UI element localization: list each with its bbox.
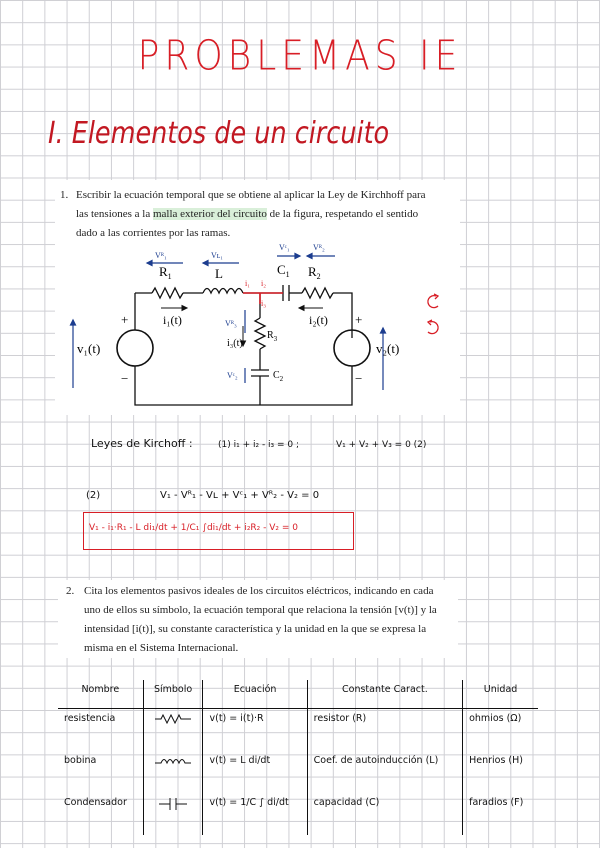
question-2-line-1: Cita los elementos pasivos ideales de los circuitos eléctricos, indicando en cada bbox=[84, 585, 434, 597]
loop-direction-marks bbox=[424, 292, 444, 340]
boxed-equation: V₁ - i₁·R₁ - L di₁/dt + 1/C₁ ∫di₁/dt + i₂R₂ - V₂ = 0 bbox=[89, 523, 299, 533]
question-2-line-2: uno de ellos su símbolo, la ecuación temporal que relaciona la tensión [v(t)] y la bbox=[84, 604, 437, 616]
header-simbolo: Símbolo bbox=[143, 680, 203, 709]
cell-equation: v(t) = i(t)·R bbox=[203, 709, 307, 752]
annot-vc1: Vᶜ₁ bbox=[279, 243, 290, 252]
cell-name: Condensador bbox=[64, 797, 127, 808]
inductor-l bbox=[203, 289, 243, 294]
resistor-symbol-icon bbox=[143, 709, 203, 752]
label-r3: $R_3$ bbox=[267, 330, 278, 343]
capacitor-c1 bbox=[283, 285, 289, 301]
resistor-r2 bbox=[302, 288, 333, 298]
equation-2-label: (2) bbox=[86, 490, 101, 501]
label-c1: $C_1$ bbox=[277, 262, 290, 279]
annot-node-i3: i₃ bbox=[261, 299, 267, 308]
cell-constant: capacidad (C) bbox=[307, 793, 462, 835]
table-row bbox=[58, 751, 538, 793]
plus-v2: + bbox=[355, 312, 363, 327]
cell-unit: ohmios (Ω) bbox=[463, 709, 538, 752]
label-i2: i₂(t) bbox=[309, 313, 328, 327]
annot-vr2: Vᴿ₂ bbox=[313, 243, 325, 252]
highlighted-phrase: malla exterior del circuito bbox=[152, 208, 267, 220]
minus-v1: − bbox=[121, 371, 129, 386]
header-unidad: Unidad bbox=[463, 680, 538, 709]
annot-vr3: Vᴿ₃ bbox=[225, 319, 237, 328]
label-r2: $R_2$ bbox=[308, 264, 321, 281]
law-voltages: V₁ + V₂ + V₃ = 0 (2) bbox=[336, 440, 427, 450]
cell-equation: v(t) = L di/dt bbox=[203, 751, 307, 793]
label-v1: v₁(t) bbox=[77, 341, 101, 356]
source-v1 bbox=[117, 330, 153, 366]
header-nombre: Nombre bbox=[58, 680, 143, 709]
question-1-number: 1. bbox=[60, 189, 69, 201]
label-r1: $R_1$ bbox=[159, 264, 172, 281]
passive-elements-table bbox=[58, 680, 538, 835]
page-title: PROBLEMAS IE bbox=[137, 32, 463, 81]
question-2-number: 2. bbox=[66, 585, 75, 597]
label-i1: i₁(t) bbox=[163, 313, 182, 327]
circuit-diagram bbox=[55, 238, 465, 410]
cell-constant: Coef. de autoinducción (L) bbox=[307, 751, 462, 793]
equation-2: V₁ - Vᴿ₁ - Vʟ + Vᶜ₁ + Vᴿ₂ - V₂ = 0 bbox=[160, 490, 320, 501]
minus-v2: − bbox=[355, 371, 363, 386]
cell-constant: resistor (R) bbox=[307, 709, 462, 752]
resistor-r1 bbox=[152, 288, 183, 298]
resistor-r3 bbox=[255, 318, 265, 349]
cell-unit: Henrios (H) bbox=[463, 751, 538, 793]
question-2-line-3: intensidad [i(t)], su constante característica y la unidad en la que se expresa la bbox=[84, 623, 427, 635]
table-header-row bbox=[58, 680, 538, 709]
law-currents: (1) i₁ + i₂ - i₃ = 0 ; bbox=[218, 440, 300, 450]
question-1-line-2: las tensiones a la malla exterior del circuito de la figura, respetando el sentido bbox=[76, 208, 419, 220]
annot-node-i2: i₂ bbox=[261, 279, 267, 288]
cell-name: resistencia bbox=[64, 713, 116, 724]
table-row bbox=[58, 709, 538, 752]
annot-node-i1: i₁ bbox=[245, 279, 251, 288]
annot-vl1: Vʟ₁ bbox=[211, 251, 224, 260]
annot-vr1: Vᴿ₁ bbox=[155, 251, 167, 260]
label-i3: i₃(t) bbox=[227, 338, 243, 349]
header-constante: Constante Caract. bbox=[307, 680, 462, 709]
cell-equation: v(t) = 1/C ∫ di/dt bbox=[203, 793, 307, 835]
cell-name: bobina bbox=[64, 755, 97, 766]
question-1-line-3: dado a las corrientes por las ramas. bbox=[76, 227, 231, 239]
question-2-text bbox=[66, 582, 474, 658]
cell-unit: faradios (F) bbox=[463, 793, 538, 835]
header-ecuacion: Ecuación bbox=[203, 680, 307, 709]
laws-label: Leyes de Kirchoff : bbox=[91, 437, 193, 450]
inductor-symbol-icon bbox=[143, 751, 203, 793]
section-heading: I. Elementos de un circuito bbox=[48, 116, 390, 151]
plus-v1: + bbox=[121, 312, 129, 327]
label-v2: v₂(t) bbox=[376, 341, 400, 356]
label-c2: $C_2$ bbox=[273, 370, 284, 383]
label-l: L bbox=[215, 266, 223, 281]
capacitor-symbol-icon bbox=[143, 793, 203, 835]
table-row bbox=[58, 793, 538, 835]
question-2-line-4: misma en el Sistema Internacional. bbox=[84, 642, 239, 654]
question-1-text bbox=[60, 186, 476, 243]
annot-vc2: Vᶜ₂ bbox=[227, 371, 238, 380]
capacitor-c2 bbox=[251, 370, 269, 376]
question-1-line-1: Escribir la ecuación temporal que se obtiene al aplicar la Ley de Kirchhoff para bbox=[76, 189, 426, 201]
